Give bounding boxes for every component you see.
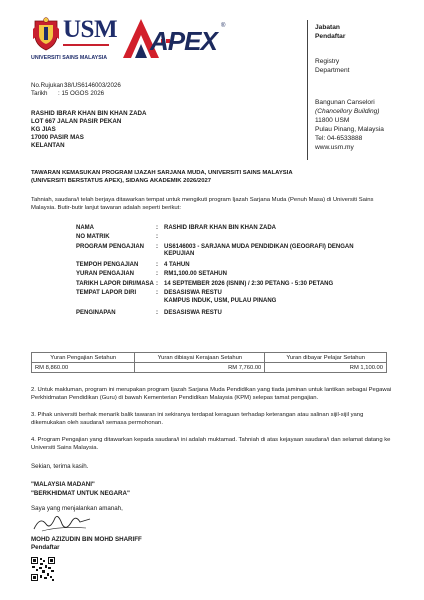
detail-value-penginapan: DESASISWA RESTU xyxy=(164,310,222,316)
detail-label-nama: NAMA xyxy=(76,225,94,231)
recipient-address-3: 17000 PASIR MAS xyxy=(31,134,84,141)
addr-building-en: (Chancellory Building) xyxy=(315,108,380,115)
usm-wordmark: USM xyxy=(63,16,118,43)
motto-negara: "BERKHIDMAT UNTUK NEGARA" xyxy=(31,490,130,497)
fee-value-total: RM 8,860.00 xyxy=(32,363,135,373)
fee-table xyxy=(31,352,387,373)
detail-label-program: PROGRAM PENGAJIAN xyxy=(76,244,145,250)
recipient-name: RASHID IBRAR KHAN BIN KHAN ZADA xyxy=(31,110,147,117)
paragraph-4: 4. Program Pengajian yang ditawarkan kepada saudara/i ini adalah muktamad. Tahniah di atas kejayaan saudara/i dan selamat datang ke Universiti Sains Malaysia. xyxy=(31,437,391,451)
detail-colon: : xyxy=(156,281,158,287)
intro-paragraph: Tahniah, saudara/i telah berjaya ditawarkan tempat untuk mengikuti program Ijazah Sarjana Muda (Penuh Masa) di Universiti Sains Malaysia. Butir-butir lanjut tawaran adalah seperti berikut: xyxy=(31,197,374,211)
qr-code xyxy=(31,557,55,581)
dept-jabatan: Jabatan xyxy=(315,24,340,31)
addr-website: www.usm.my xyxy=(315,144,354,151)
detail-label-matrik: NO MATRIK xyxy=(76,234,110,240)
detail-colon: : xyxy=(156,290,158,296)
header-divider xyxy=(307,20,308,160)
detail-colon: : xyxy=(156,234,158,240)
paragraph-3: 3. Pihak universiti berhak menarik balik tawaran ini sekiranya terdapat keraguan terhadap keterangan atau salinan sijil-sijil yang dikemukakan oleh saudara/i semasa permohonan. xyxy=(31,412,364,426)
date-label: Tarikh xyxy=(31,90,48,97)
recipient-address-2: KG JIAS xyxy=(31,126,56,133)
apex-wordmark: APEX xyxy=(150,26,217,56)
detail-label-penginapan: PENGINAPAN xyxy=(76,310,116,316)
detail-colon: : xyxy=(156,225,158,231)
fee-header-student: Yuran dibayar Pelajar Setahun xyxy=(265,353,387,363)
detail-value-yuran: RM1,100.00 SETAHUN xyxy=(164,271,227,277)
signer-title: Pendaftar xyxy=(31,544,60,551)
dept-department: Department xyxy=(315,67,350,74)
detail-label-tempoh: TEMPOH PENGAJIAN xyxy=(76,262,139,268)
subject-line-2: (UNIVERSITI BERSTATUS APEX), SIDANG AKADEMIK 2026/2027 xyxy=(31,178,212,184)
detail-label-yuran: YURAN PENGAJIAN xyxy=(76,271,135,277)
addr-phone: Tel: 04-6533888 xyxy=(315,135,363,142)
signer-name: MOHD AZIZUDIN BIN MOHD SHARIFF xyxy=(31,536,142,543)
detail-value-program: US6146003 - SARJANA MUDA PENDIDIKAN (GEOGRAFI) DENGAN KEPUJIAN xyxy=(164,244,354,258)
ref-value: 38/US6146003/2026 xyxy=(64,82,121,89)
detail-value-tempat-2: KAMPUS INDUK, USM, PULAU PINANG xyxy=(164,298,277,304)
registered-mark: ® xyxy=(221,23,226,29)
fee-header-total: Yuran Pengajian Setahun xyxy=(32,353,135,363)
usm-crest xyxy=(32,17,60,51)
closing-thanks: Sekian, terima kasih. xyxy=(31,463,89,470)
detail-colon: : xyxy=(156,244,158,250)
fee-table-header-row xyxy=(32,353,387,363)
usm-red-bar xyxy=(63,44,109,46)
detail-label-tempat: TEMPAT LAPOR DIRI xyxy=(76,290,137,296)
detail-colon: : xyxy=(156,310,158,316)
motto-madani: "MALAYSIA MADANI" xyxy=(31,481,95,488)
detail-value-nama: RASHID IBRAR KHAN BIN KHAN ZADA xyxy=(164,225,276,231)
fee-value-student: RM 1,100.00 xyxy=(265,363,387,373)
recipient-address-4: KELANTAN xyxy=(31,142,65,149)
fee-value-government: RM 7,760.00 xyxy=(135,363,265,373)
detail-colon: : xyxy=(156,271,158,277)
detail-value-tempat: DESASISWA RESTU xyxy=(164,290,222,296)
ref-label: No.Rujukan : xyxy=(31,82,67,89)
addr-building: Bangunan Canselori xyxy=(315,99,375,106)
closing-trust: Saya yang menjalankan amanah, xyxy=(31,505,123,512)
subject-line-1: TAWARAN KEMASUKAN PROGRAM IJAZAH SARJANA MUDA, UNIVERSITI SAINS MALAYSIA xyxy=(31,170,293,176)
paragraph-2: 2. Untuk makluman, program ini merupakan program Ijazah Sarjana Muda Pendidikan yang tiada jaminan untuk lantikan sebagai Pegawai Perkhidmatan Pendidikan (Guru) di bawah Kementerian Pendidikan Malaysia (KPM) selepas tamat pengajian. xyxy=(31,387,392,401)
detail-value-tempoh: 4 TAHUN xyxy=(164,262,190,268)
signature-image xyxy=(30,512,96,534)
date-value: : 15 OGOS 2026 xyxy=(58,90,105,97)
recipient-address-1: LOT 667 JALAN PASIR PEKAN xyxy=(31,118,122,125)
fee-table-value-row xyxy=(32,363,387,373)
fee-header-government: Yuran dibiayai Kerajaan Setahun xyxy=(135,353,265,363)
dept-registry: Registry xyxy=(315,58,340,65)
detail-colon: : xyxy=(156,262,158,268)
detail-value-tarikh: 14 SEPTEMBER 2026 (ISNIN) / 2:30 PETANG - 5:30 PETANG xyxy=(164,281,334,287)
dept-pendaftar: Pendaftar xyxy=(315,33,346,40)
detail-label-tarikh: TARIKH LAPOR DIRI/MASA xyxy=(76,281,154,287)
addr-postcode: 11800 USM xyxy=(315,117,350,124)
addr-city: Pulau Pinang, Malaysia xyxy=(315,126,384,133)
usm-subtitle: UNIVERSITI SAINS MALAYSIA xyxy=(31,55,108,61)
